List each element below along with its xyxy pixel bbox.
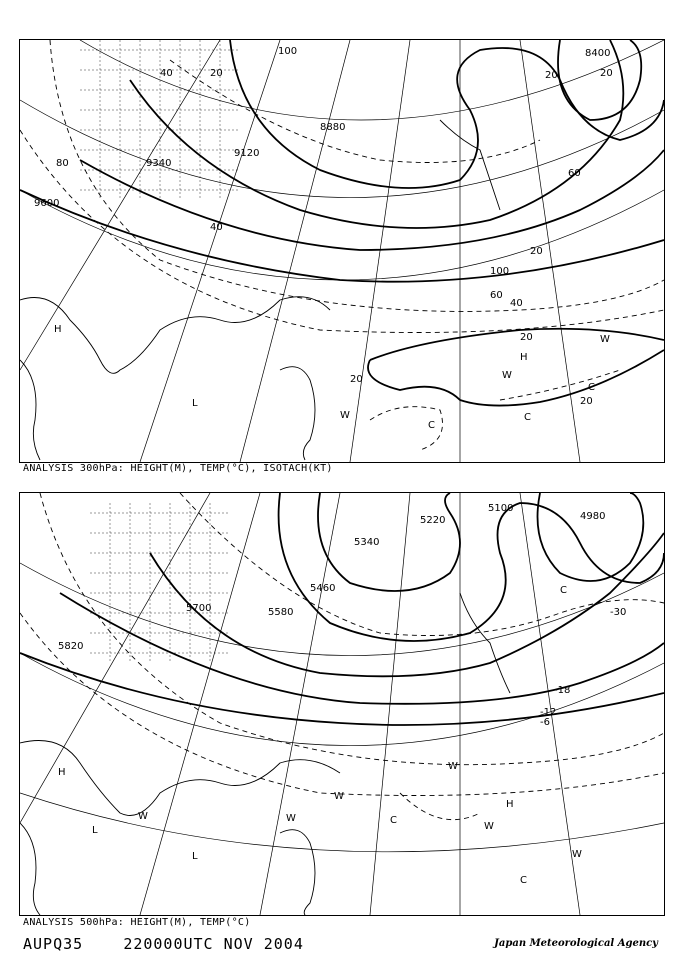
map-panel-500hpa (19, 492, 665, 916)
map-label: 20 (600, 68, 613, 79)
map-label: H (54, 324, 62, 335)
map-label: 9600 (34, 198, 60, 209)
map-label: W (340, 410, 350, 421)
coastlines (20, 593, 510, 915)
map-label: C (428, 420, 435, 431)
map-label: 20 (545, 70, 558, 81)
map-label: 40 (510, 298, 523, 309)
map-label: -30 (610, 607, 627, 618)
graticule (20, 40, 664, 462)
map-label: 4980 (580, 511, 606, 522)
map-label: 80 (56, 158, 69, 169)
hatch-area (80, 40, 240, 200)
map-label: 8880 (320, 122, 346, 133)
map-label: H (506, 799, 514, 810)
isotherm-lines (20, 493, 664, 820)
map-label: W (286, 813, 296, 824)
contour-labels (58, 503, 626, 886)
map-label: W (502, 370, 512, 381)
map-label: 9340 (146, 158, 172, 169)
map-label: 20 (530, 246, 543, 257)
map-label: 20 (210, 68, 223, 79)
map-label: 40 (160, 68, 173, 79)
map-label: 5100 (488, 503, 514, 514)
map-label: -18 (554, 685, 571, 696)
map-label: 40 (210, 222, 223, 233)
map-label: C (588, 382, 595, 393)
map-label: 20 (520, 332, 533, 343)
contour-labels (34, 46, 613, 431)
map-label: H (58, 767, 66, 778)
map-label: H (520, 352, 528, 363)
map-label: 60 (490, 290, 503, 301)
map-500hpa-svg (20, 493, 664, 915)
map-label: L (192, 398, 198, 409)
chart-code: AUPQ35 (23, 935, 84, 953)
map-label: W (484, 821, 494, 832)
caption-500hpa: ANALYSIS 500hPa: HEIGHT(M), TEMP(°C) (23, 917, 251, 928)
map-label: C (520, 875, 527, 886)
map-label: 5820 (58, 641, 84, 652)
map-label: 5220 (420, 515, 446, 526)
height-contours (20, 40, 664, 406)
graticule (20, 493, 664, 915)
map-300hpa-svg (20, 40, 664, 462)
map-label: -12 (540, 707, 557, 718)
map-label: W (572, 849, 582, 860)
map-label: 8400 (585, 48, 611, 59)
map-label: 5340 (354, 537, 380, 548)
map-label: 20 (580, 396, 593, 407)
map-label: 5580 (268, 607, 294, 618)
map-label: L (192, 851, 198, 862)
map-label: C (560, 585, 567, 596)
map-label: 20 (350, 374, 363, 385)
map-label: 5460 (310, 583, 336, 594)
map-label: 60 (568, 168, 581, 179)
map-label: C (524, 412, 531, 423)
coastlines (20, 120, 500, 460)
map-label: 9120 (234, 148, 260, 159)
map-label: W (334, 791, 344, 802)
map-label: W (448, 761, 458, 772)
map-label: 100 (490, 266, 510, 277)
map-label: W (600, 334, 610, 345)
chart-timestamp: 220000UTC NOV 2004 (123, 935, 304, 953)
map-label: C (390, 815, 397, 826)
agency-credit: Japan Meteorological Agency (494, 938, 658, 949)
caption-300hpa: ANALYSIS 300hPa: HEIGHT(M), TEMP(°C), ISOTACH(KT) (23, 463, 333, 474)
map-label: 100 (278, 46, 298, 57)
chart-identifier (23, 935, 304, 953)
map-label: 5700 (186, 603, 212, 614)
map-panel-300hpa (19, 39, 665, 463)
map-label: L (92, 825, 98, 836)
map-label: W (138, 811, 148, 822)
map-label: -6 (540, 717, 550, 728)
